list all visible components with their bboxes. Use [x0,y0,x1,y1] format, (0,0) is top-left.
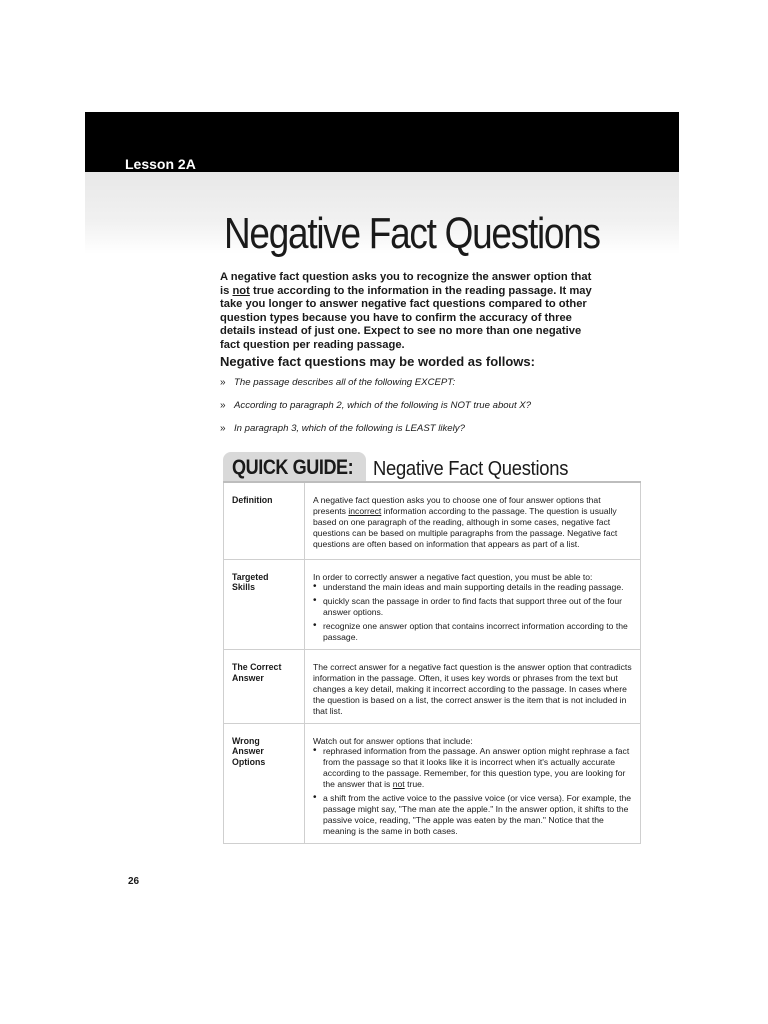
row-content [305,723,641,843]
row-content [305,482,641,559]
page-title: Negative Fact Questions [224,209,600,258]
row-label: Definition [224,482,305,559]
wording-example-text: According to paragraph 2, which of the following is NOT true about X? [234,400,532,411]
skills-list-item: • quickly scan the passage in order to find facts that support three out of the four answer options. [313,596,634,618]
quick-guide-row-wrong-answer-options [224,723,641,843]
wording-example [220,419,640,442]
definition-text-end: information according to the passage. The question is usually based on one paragraph of the reading, although in some cases, negative fact questions can be based on multiple paragraphs from the passage. Negative fact questions are often based on information that appears as part of a list. [313,505,618,549]
row-content [305,559,641,649]
definition-text-start: A negative fact question asks you to choose one of four answer options that presents [313,495,601,516]
definition-underlined-word: incorrect [348,505,382,516]
chevron-bullet-icon: » [220,377,226,388]
quick-guide-row-correct-answer [224,649,641,723]
chevron-bullet-icon: » [220,423,226,434]
skills-list-item: • understand the main ideas and main supporting details in the reading passage. [313,582,634,593]
skills-list [313,582,634,643]
wrong-options-list-item: • a shift from the active voice to the passive voice (or vice versa). For example, the passage might say, "The man ate the apple." In the answer option, it shifts to the passive voice, reading, "The apple was eaten by the man." Notice that the meaning is the same in both cases. [313,793,634,837]
wrong-option-text-start: rephrased information from the passage. An answer option might rephrase a fact from the passage so that it looks like it is incorrect when it's actually accurate according to the passage. Remember, for this question type, you are looking for the answer that is [323,746,630,790]
wrong-option-text-end: true. [404,779,425,790]
quick-guide-title: Negative Fact Questions [373,458,569,480]
row-label: Targeted Skills [224,559,305,649]
chevron-bullet-icon: » [220,400,226,411]
wording-example-text: In paragraph 3, which of the following is LEAST likely? [234,423,465,434]
intro-paragraph [220,271,600,353]
row-label: Wrong Answer Options [224,723,305,843]
row-content: The correct answer for a negative fact question is the answer option that contradicts information in the passage. Often, it uses key words or phrases from the text but changes a key detail, making it incorrect according to the passage. In cases where the question is based on a list, the correct answer is the item that is not included in that list. [305,649,641,723]
page-number: 26 [128,876,140,887]
wrong-options-intro: Watch out for answer options that include: [313,735,473,746]
quick-guide-row-definition [224,482,641,559]
wording-examples-list [220,373,640,442]
wording-example [220,396,640,419]
quick-guide-table [223,481,641,844]
wording-example [220,373,640,396]
lesson-label: Lesson 2A [125,156,196,172]
wrong-options-list-item [313,746,634,790]
skills-intro: In order to correctly answer a negative fact question, you must be able to: [313,571,593,582]
wording-heading: Negative fact questions may be worded as follows: [220,354,535,369]
lesson-header-bar [85,112,679,172]
row-label: The Correct Answer [224,649,305,723]
wrong-option-underlined-word: not [392,779,405,790]
intro-text-end: true according to the information in the reading passage. It may take you longer to answer negative fact questions compared to other question types because you have to confirm the accuracy of three details instead of just one. Expect to see no more than one negative fact question per reading passage. [220,284,592,351]
wrong-options-list [313,746,634,836]
intro-text-start: A negative fact question asks you to recognize the answer option that is [220,271,592,297]
intro-underlined-word: not [232,284,250,297]
skills-list-item: • recognize one answer option that contains incorrect information according to the passage. [313,621,634,643]
wording-example-text: The passage describes all of the following EXCEPT: [234,377,456,388]
quick-guide-row-targeted-skills [224,559,641,649]
quick-guide-label: QUICK GUIDE: [232,456,354,479]
